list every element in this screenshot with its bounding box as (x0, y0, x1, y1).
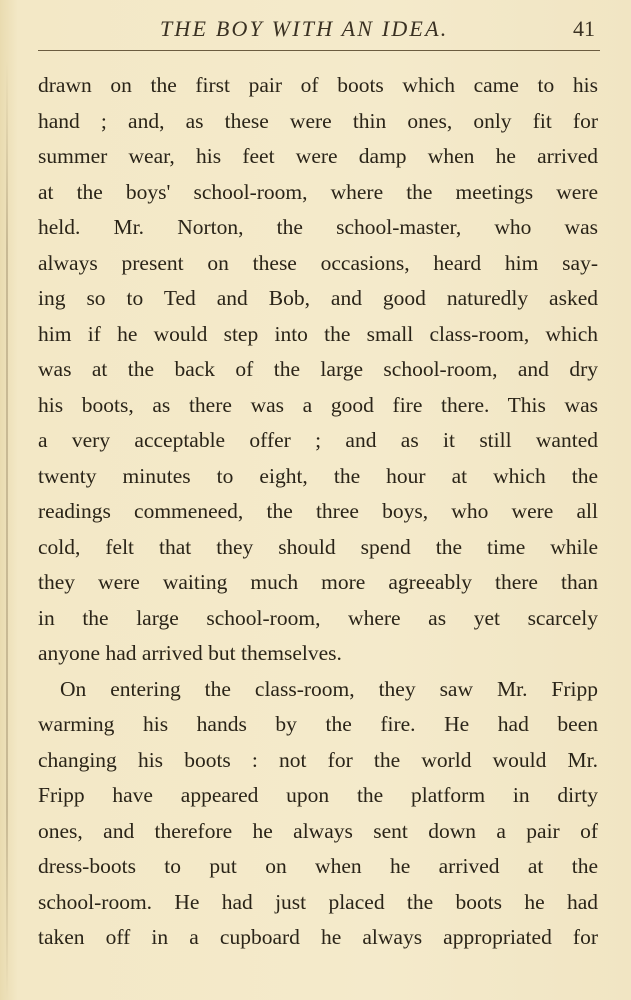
body-text (38, 68, 598, 956)
text-line: summer wear, his feet were damp when he arrived (38, 144, 598, 168)
text-line: hand ; and, as these were thin ones, only fit for (38, 108, 598, 133)
text-line: in the large school-room, where as yet scarcely (38, 605, 598, 630)
text-line: at the boys' school-room, where the meetings were (38, 179, 598, 204)
text-line: cold, felt that they should spend the time while (38, 534, 598, 559)
text-line: school-room. He had just placed the boots he had (38, 889, 598, 914)
text-line: changing his boots : not for the world would Mr. (38, 747, 598, 772)
paragraph-first-line: On entering the class-room, they saw Mr. Fripp (60, 676, 598, 701)
text-line: ones, and therefore he always sent down a pair of (38, 818, 598, 843)
text-line: readings commeneed, the three boys, who were all (38, 499, 598, 523)
text-line: him if he would step into the small class-room, which (38, 321, 598, 346)
text-line: drawn on the first pair of boots which came to his (38, 73, 598, 97)
text-line: they were waiting much more agreeably there than (38, 570, 598, 594)
text-line: dress-boots to put on when he arrived at the (38, 854, 598, 878)
header-rule (38, 50, 600, 51)
text-line: Fripp have appeared upon the platform in dirty (38, 783, 598, 807)
running-head (0, 14, 631, 46)
text-line: ing so to Ted and Bob, and good naturedly asked (38, 286, 598, 310)
running-title: THE BOY WITH AN IDEA. (160, 16, 449, 41)
text-line: held. Mr. Norton, the school-master, who was (38, 215, 598, 239)
text-line: taken off in a cupboard he always appropriated for (38, 925, 598, 949)
text-line: always present on these occasions, heard him say- (38, 250, 598, 275)
text-line: warming his hands by the fire. He had been (38, 712, 598, 736)
text-line: his boots, as there was a good fire there. This was (38, 392, 598, 417)
page-number: 41 (573, 16, 595, 41)
paragraph-last-line: anyone had arrived but themselves. (38, 641, 342, 665)
text-line: twenty minutes to eight, the hour at which the (38, 463, 598, 488)
binding-gutter (6, 60, 8, 1000)
text-line: a very acceptable offer ; and as it still wanted (38, 428, 598, 452)
text-line: was at the back of the large school-room, and dry (38, 357, 598, 381)
